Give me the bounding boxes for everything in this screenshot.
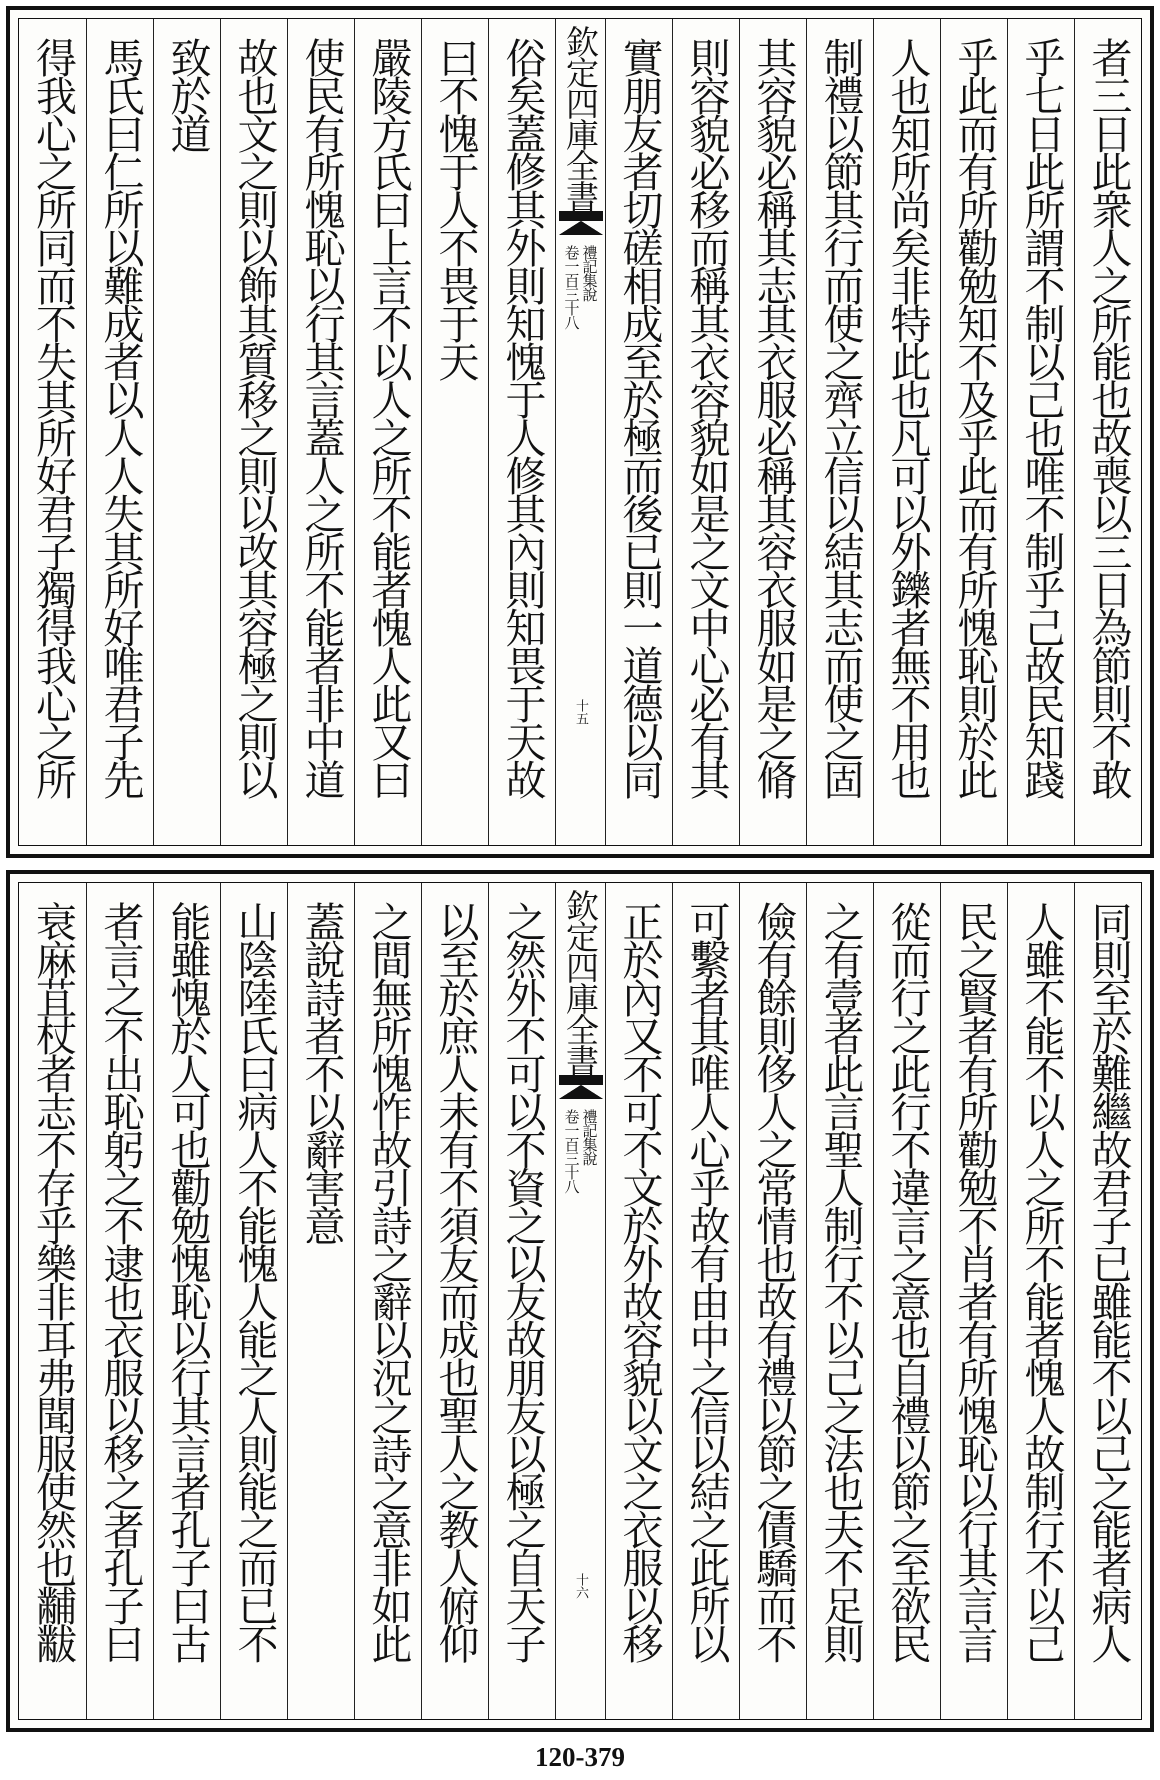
text-column (1007, 883, 1074, 1719)
column-text: 以至於庶人未有不須友而成也聖人之教人俯仰 (431, 901, 480, 1661)
column-text: 蓋說詩者不以辭害意 (297, 901, 346, 1243)
book-series-title: 欽定四庫全書 (561, 25, 600, 211)
bottom-page (6, 870, 1154, 1732)
column-text: 山陰陸氏曰病人不能愧人能之人則能之而已不 (230, 901, 279, 1661)
bottom-page-frame (18, 882, 1142, 1720)
column-text: 能雖愧於人可也勸勉愧恥以行其言者孔子曰古 (163, 901, 212, 1661)
text-column (488, 883, 555, 1719)
column-text: 民之賢者有所勸勉不肖者有所愧恥以行其言言 (950, 901, 999, 1661)
text-column (421, 19, 488, 845)
text-column (1007, 19, 1074, 845)
fish-tail-mark (559, 211, 603, 221)
book-title: 禮記集說 (580, 1109, 599, 1165)
leaf-number: 十六 (573, 1573, 588, 1599)
text-column (287, 883, 354, 1719)
book-volume-label (563, 245, 599, 329)
center-fold (555, 883, 605, 1719)
column-text: 嚴陵方氏曰上言不以人之所不能者愧人此又曰 (364, 37, 413, 797)
text-column (354, 883, 421, 1719)
text-column (19, 19, 86, 845)
text-column (220, 19, 287, 845)
text-column (739, 883, 806, 1719)
column-text: 實朋友者切磋相成至於極而後已則一道德以同 (615, 37, 664, 797)
text-column (153, 19, 220, 845)
text-column (421, 883, 488, 1719)
volume-number: 卷一百三十八 (562, 1109, 581, 1193)
top-page-frame (18, 18, 1142, 846)
column-text: 俗矣蓋修其外則知愧于人修其內則知畏于天故 (498, 37, 547, 797)
text-column (220, 883, 287, 1719)
text-column (806, 883, 873, 1719)
column-text: 人雖不能不以人之所不能者愧人故制行不以己 (1017, 901, 1066, 1661)
book-title: 禮記集說 (580, 245, 599, 301)
column-text: 者三日此衆人之所能也故喪以三日為節則不敢 (1084, 37, 1133, 797)
book-series-title: 欽定四庫全書 (561, 889, 600, 1075)
text-column (940, 883, 1007, 1719)
text-column (806, 19, 873, 845)
text-column (605, 19, 672, 845)
text-column (605, 883, 672, 1719)
leaf-number: 十五 (573, 699, 588, 725)
text-column (287, 19, 354, 845)
column-text: 者言之不出恥躬之不逮也衣服以移之者孔子曰 (96, 901, 145, 1661)
column-text: 可繫者其唯人心乎故有由中之信以結之此所以 (682, 901, 731, 1661)
column-text: 使民有所愧恥以行其言蓋人之所不能者非中道 (297, 37, 346, 797)
text-column (940, 19, 1007, 845)
book-volume-label (563, 1109, 599, 1193)
column-text: 儉有餘則侈人之常情也故有禮以節之債驕而不 (749, 901, 798, 1661)
column-text: 其容貌必稱其志其衣服必稱其容衣服如是之脩 (749, 37, 798, 797)
column-text: 之有壹者此言聖人制行不以己之法也夫不足則 (816, 901, 865, 1661)
column-text: 從而行之此行不違言之意也自禮以節之至欲民 (883, 901, 932, 1661)
column-text: 之間無所愧怍故引詩之辭以況之詩之意非如此 (364, 901, 413, 1661)
fish-tail-notch (559, 221, 603, 235)
text-column (354, 19, 421, 845)
column-text: 故也文之則以飾其質移之則以改其容極之則以 (230, 37, 279, 797)
text-column (86, 19, 153, 845)
column-text: 得我心之所同而不失其所好君子獨得我心之所 (29, 37, 77, 797)
column-text: 同則至於難繼故君子已雖能不以己之能者病人 (1084, 901, 1133, 1661)
text-column (488, 19, 555, 845)
text-column (873, 883, 940, 1719)
top-page (6, 6, 1154, 858)
text-column (19, 883, 86, 1719)
fish-tail-mark (559, 1075, 603, 1085)
column-text: 致於道 (163, 37, 212, 151)
text-column (672, 883, 739, 1719)
column-text: 正於內又不可不文於外故容貌以文之衣服以移 (615, 901, 664, 1661)
center-fold (555, 19, 605, 845)
page-number: 120-379 (535, 1742, 625, 1772)
fish-tail-notch (559, 1085, 603, 1099)
column-text: 乎七日此所謂不制以己也唯不制乎己故民知踐 (1017, 37, 1066, 797)
column-text: 制禮以節其行而使之齊立信以結其志而使之固 (816, 37, 865, 797)
column-text: 之然外不可以不資之以友故朋友以極之自天子 (498, 901, 547, 1661)
text-column (1074, 883, 1141, 1719)
column-text: 馬氏曰仁所以難成者以人人失其所好唯君子先 (96, 37, 145, 797)
text-column (1074, 19, 1141, 845)
column-text: 乎此而有所勸勉知不及乎此而有所愧恥則於此 (950, 37, 999, 797)
text-column (153, 883, 220, 1719)
text-column (672, 19, 739, 845)
volume-number: 卷一百三十八 (562, 245, 581, 329)
text-column (86, 883, 153, 1719)
text-column (739, 19, 806, 845)
column-text: 衰麻苴杖者志不存乎樂非耳弗聞服使然也黼黻 (29, 901, 77, 1661)
text-column (873, 19, 940, 845)
column-text: 則容貌必移而稱其衣容貌如是之文中心必有其 (682, 37, 731, 797)
column-text: 人也知所尚矣非特此也凡可以外鑠者無不用也 (883, 37, 932, 797)
column-text: 曰不愧于人不畏于天 (431, 37, 480, 379)
